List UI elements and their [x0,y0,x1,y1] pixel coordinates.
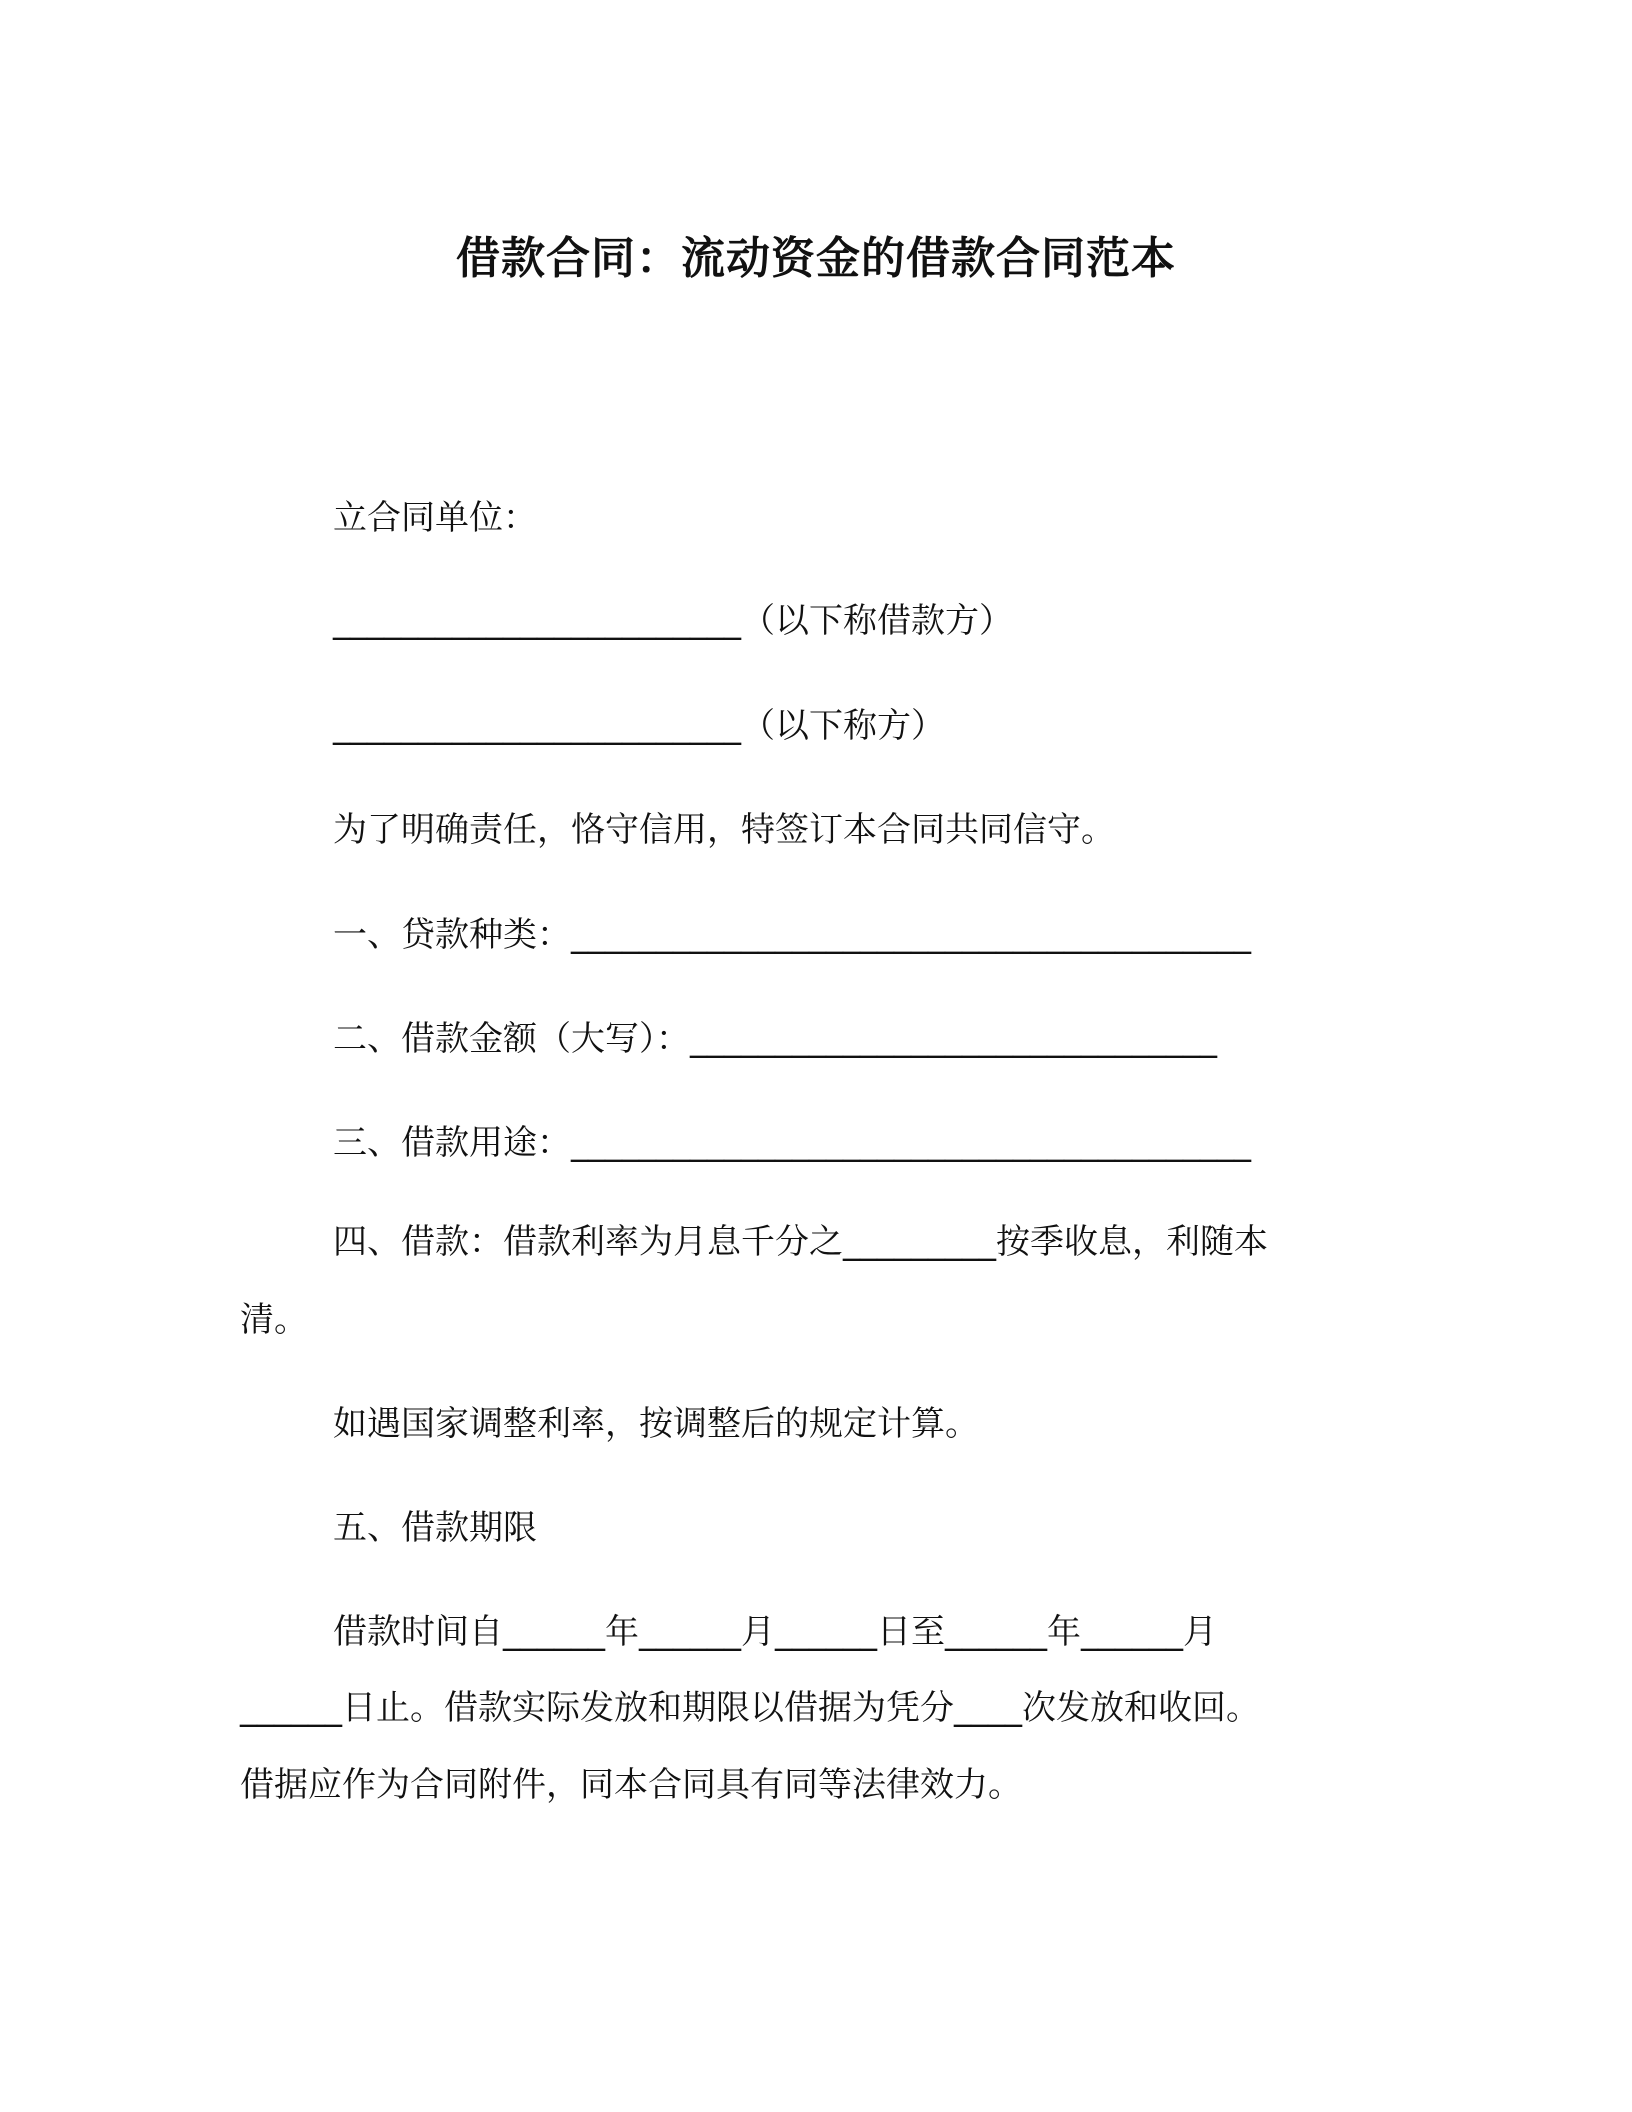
interest-adjustment-text: 如遇国家调整利率，按调整后的规定计算。 [333,1404,979,1444]
preamble-text: 为了明确责任，恪守信用，特签订本合同共同信守。 [333,810,1115,850]
clause-loan-amount: 二、借款金额（大写）：_______________________________ [333,1019,1217,1059]
contract-parties-label: 立合同单位： [333,498,537,538]
clause-interest: 四、借款：借款利率为月息千分之_________按季收息，利随本 [333,1222,1268,1262]
lender-line: ________________________（以下称方） [333,706,945,746]
clause-loan-type: 一、贷款种类：________________________________________ [333,915,1251,955]
page-title: 借款合同：流动资金的借款合同范本 [456,233,1176,284]
clause-loan-purpose: 三、借款用途：________________________________________ [333,1123,1251,1163]
loan-term-text: 借款时间自______年______月______日至______年______月 [333,1612,1217,1652]
borrower-line: ________________________（以下称借款方） [333,601,1013,641]
clause-loan-term-heading: 五、借款期限 [333,1508,537,1548]
loan-term-continued: ______日止。借款实际发放和期限以借据为凭分____次发放和收回。 [240,1688,1260,1728]
receipt-clause-text: 借据应作为合同附件，同本合同具有同等法律效力。 [240,1765,1022,1805]
clause-interest-continued: 清。 [240,1300,308,1340]
